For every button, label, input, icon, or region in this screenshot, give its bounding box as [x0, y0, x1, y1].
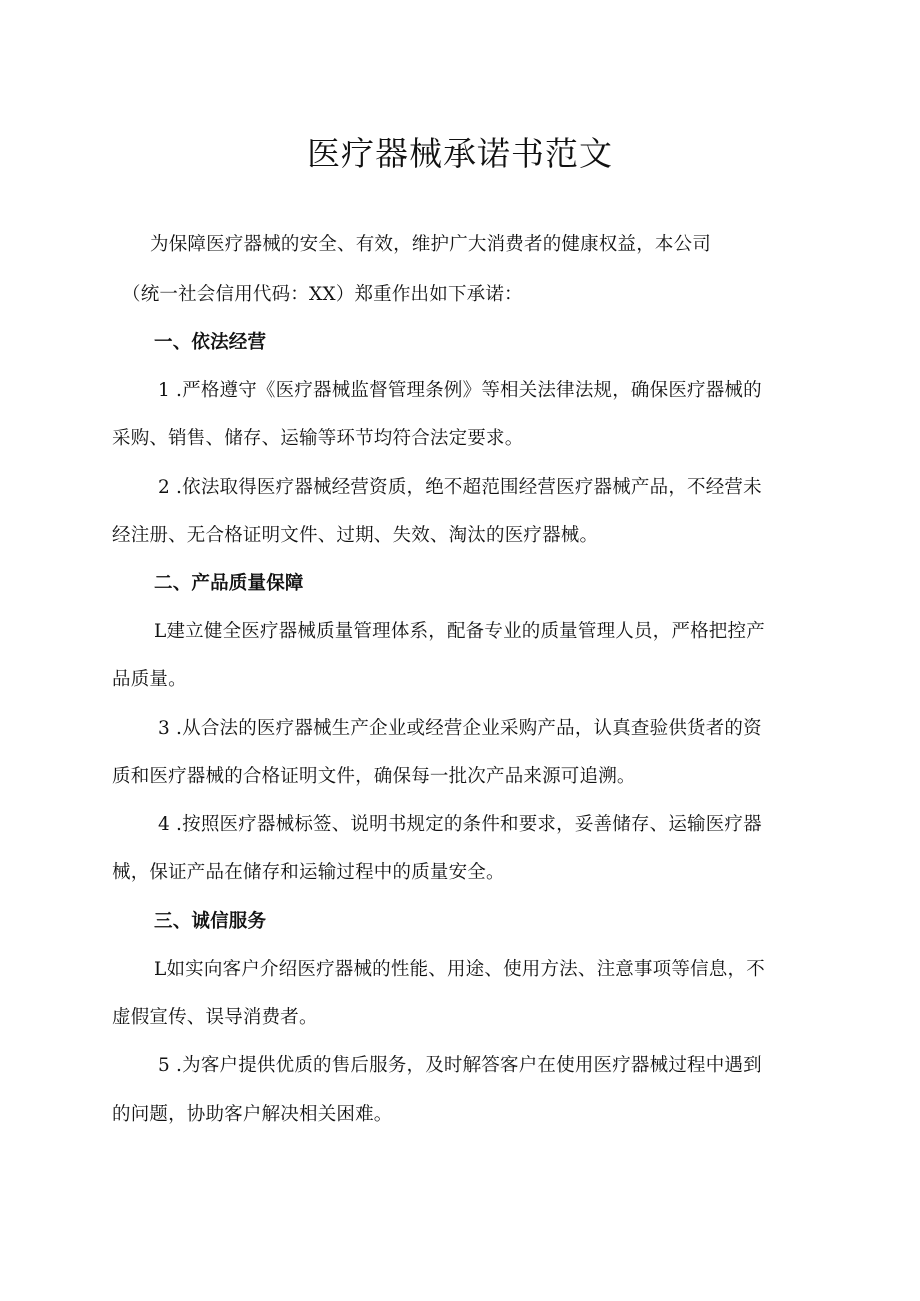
- paragraph-line: 3 .从合法的医疗器械生产企业或经营企业采购产品，认真查验供货者的资: [158, 718, 762, 739]
- paragraph-line: 2 .依法取得医疗器械经营资质，绝不超范围经营医疗器械产品，不经营未: [158, 477, 762, 498]
- paragraph-line: 采购、销售、储存、运输等环节均符合法定要求。: [112, 428, 524, 449]
- paragraph-line: L如实向客户介绍医疗器械的性能、用途、使用方法、注意事项等信息，不: [154, 959, 765, 980]
- paragraph-line: 虚假宣传、误导消费者。: [112, 1007, 318, 1028]
- paragraph-line: 1 .严格遵守《医疗器械监督管理条例》等相关法律法规，确保医疗器械的: [158, 380, 762, 401]
- paragraph-line: 质和医疗器械的合格证明文件，确保每一批次产品来源可追溯。: [112, 766, 636, 787]
- paragraph-line: 5 .为客户提供优质的售后服务，及时解答客户在使用医疗器械过程中遇到: [158, 1055, 762, 1076]
- paragraph-line: 4 .按照医疗器械标签、说明书规定的条件和要求，妥善储存、运输医疗器: [158, 814, 762, 835]
- section-heading: 二、产品质量保障: [154, 573, 304, 594]
- section-heading: 三、诚信服务: [154, 911, 267, 932]
- paragraph-line: 为保障医疗器械的安全、有效，维护广大消费者的健康权益，本公司: [150, 234, 712, 255]
- paragraph-line: L建立健全医疗器械质量管理体系，配备专业的质量管理人员，严格把控产: [154, 621, 765, 642]
- document-title: 医疗器械承诺书范文: [307, 134, 613, 173]
- paragraph-line: 的问题，协助客户解决相关困难。: [112, 1104, 393, 1125]
- paragraph-line: 经注册、无合格证明文件、过期、失效、淘汰的医疗器械。: [112, 525, 599, 546]
- section-heading: 一、依法经营: [154, 332, 267, 353]
- paragraph-line: 品质量。: [112, 669, 187, 690]
- paragraph-line: 械，保证产品在储存和运输过程中的质量安全。: [112, 862, 505, 883]
- paragraph-line: （统一社会信用代码：XX）郑重作出如下承诺：: [122, 284, 523, 305]
